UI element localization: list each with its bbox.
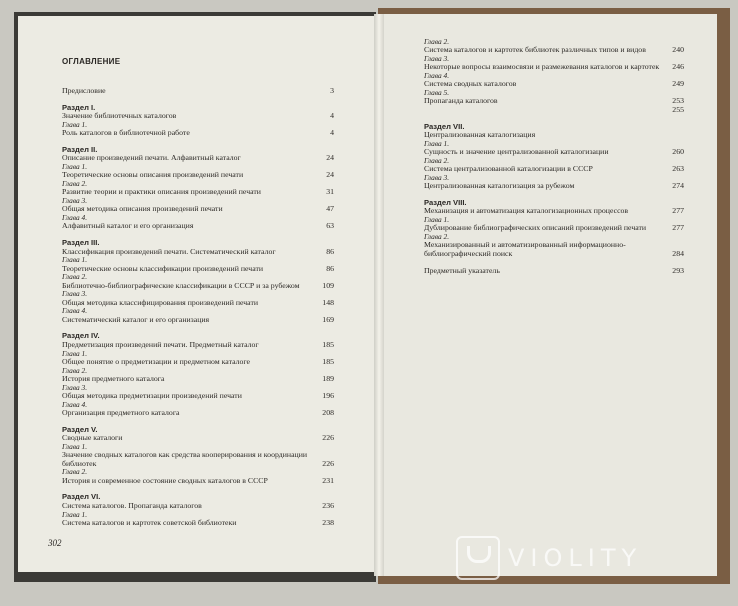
toc-entry (62, 434, 334, 443)
toc-chapter-label: Глава 2. (62, 179, 88, 189)
toc-chapter-label: Глава 2. (424, 37, 450, 46)
toc-entry-page: 86 (326, 246, 334, 256)
toc-chapter-label: Глава 2. (424, 232, 450, 242)
toc-entry-title: Система каталогов и картотек советской библиотеки (62, 517, 237, 527)
toc-entry-page: 148 (322, 297, 334, 307)
toc-entry-page: 260 (672, 147, 684, 157)
toc-entry-title: История и современное состояние сводных каталогов в СССР (62, 475, 268, 485)
page-number: 302 (48, 538, 62, 548)
toc-entry (424, 207, 684, 216)
toc-entry-page: 109 (322, 280, 334, 290)
toc-entry (62, 299, 334, 308)
toc-entry (424, 182, 684, 191)
toc-entry-title: Общая методика описания произведений печати (62, 204, 223, 214)
toc-entry-page: 226 (322, 458, 334, 468)
toc-entry (62, 358, 334, 367)
toc-right (424, 38, 684, 276)
toc-entry-page: 253 (672, 96, 684, 106)
toc-chapter-label: Глава 4. (62, 306, 88, 316)
toc-entry-title: Классификация произведений печати. Систематический каталог (62, 246, 276, 256)
toc-entry-page: 277 (672, 206, 684, 216)
toc-entry-title: Теоретические основы классификации произведений печати (62, 263, 264, 273)
toc-entry-title: Централизованная каталогизация (424, 130, 536, 140)
toc-entry-title: Сущность и значение централизованной каталогизации (424, 147, 609, 157)
toc-entry (62, 502, 334, 511)
toc-chapter-label: Глава 4. (62, 213, 88, 223)
toc-entry (424, 148, 684, 157)
toc-entry-title: Общее понятие о предметизации и предметном каталоге (62, 356, 250, 366)
toc-entry-title: Предметизация произведений печати. Предметный каталог (62, 339, 259, 349)
toc-entry-page: 86 (326, 263, 334, 273)
toc-entry (62, 265, 334, 274)
toc-entry (62, 222, 334, 231)
toc-entry-title: Дублирование библиографических описаний произведений печати (424, 223, 647, 233)
toc-entry (62, 154, 334, 163)
toc-chapter-label: Глава 5. (424, 88, 450, 97)
toc-chapter-label: Глава 2. (62, 272, 88, 282)
watermark-text: VIOLITY (508, 544, 643, 572)
toc-entry (62, 409, 334, 418)
toc-entry (424, 63, 684, 72)
toc-chapter-label: Глава 3. (424, 172, 450, 182)
toc-entry-title: Общая методика классифицирования произведений печати (62, 297, 259, 307)
toc-entry (62, 129, 334, 138)
toc-entry (424, 46, 684, 55)
toc-entry (62, 171, 334, 180)
toc-chapter-label: Глава 1. (62, 441, 88, 451)
toc-entry-title: Библиотечно-библиографические классификации в СССР и за рубежом (62, 280, 300, 290)
toc-entry-page: 185 (322, 339, 334, 349)
toc-chapter-label: Глава 1. (62, 255, 88, 265)
toc-entry (62, 519, 334, 528)
toc-chapter-label: Глава 3. (62, 382, 88, 392)
toc-entry-title: Предисловие (62, 85, 106, 95)
toc-entry (62, 316, 334, 325)
toc-entry-page: 277 (672, 223, 684, 233)
toc-chapter-label: Глава 2. (62, 365, 88, 375)
toc-chapter-label: Глава 3. (62, 196, 88, 206)
toc-left-list (62, 87, 334, 528)
toc-entry (424, 241, 684, 258)
toc-chapter-label: Глава 3. (424, 54, 450, 63)
toc-chapter-label: Глава 1. (62, 509, 88, 519)
toc-heading: ОГЛАВЛЕНИЕ (62, 57, 121, 66)
toc-entry-page: 293 (672, 265, 684, 275)
toc-entry (62, 392, 334, 401)
toc-entry-title: Система сводных каталогов (424, 79, 517, 89)
toc-entry-title: Роль каталогов в библиотечной работе (62, 128, 190, 138)
toc-entry (424, 165, 684, 174)
toc-entry (62, 205, 334, 214)
toc-entry (62, 375, 334, 384)
toc-entry-title: Систематический каталог и его организация (62, 314, 210, 324)
toc-chapter-label: Глава 1. (62, 348, 88, 358)
toc-entry (424, 224, 684, 233)
toc-entry-page: 189 (322, 373, 334, 383)
toc-chapter-label: Глава 3. (62, 289, 88, 299)
toc-entry (62, 451, 334, 468)
toc-entry-page: 196 (322, 390, 334, 400)
toc-entry (62, 341, 334, 350)
toc-entry (424, 97, 684, 106)
toc-entry-title: Теоретические основы описания произведений печати (62, 170, 244, 180)
toc-entry-title: История предметного каталога (62, 373, 165, 383)
toc-entry-page: 185 (322, 356, 334, 366)
toc-entry-title: Значение библиотечных каталогов (62, 111, 177, 121)
toc-entry-page: 231 (322, 475, 334, 485)
toc-entry-page: 236 (322, 500, 334, 510)
toc-entry (424, 80, 684, 89)
toc-section-label: Раздел V. (62, 424, 98, 434)
toc-entry-page: 31 (326, 187, 334, 197)
toc-section-label: Раздел I. (62, 102, 96, 112)
toc-entry (424, 106, 684, 115)
toc-entry-title: Централизованная каталогизация за рубежом (424, 181, 575, 191)
toc-section-label: Раздел IV. (62, 331, 100, 341)
toc-entry-page: 4 (330, 111, 334, 121)
toc-chapter-label: Глава 1. (62, 162, 88, 172)
toc-chapter-label: Глава 1. (62, 119, 88, 129)
toc-section-label: Раздел VI. (62, 492, 101, 502)
toc-left (62, 58, 334, 528)
book-spine (374, 14, 384, 576)
toc-entry-title: Некоторые вопросы взаимосвязи и размежевания каталогов и картотек (424, 62, 660, 72)
toc-entry-title: Механизация и автоматизация каталогизационных процессов (424, 206, 629, 216)
toc-entry-page: 255 (672, 105, 684, 114)
toc-entry-page: 226 (322, 433, 334, 443)
toc-entry-page: 63 (326, 221, 334, 231)
toc-chapter-label: Глава 1. (424, 138, 450, 148)
toc-entry-title: Предметный указатель (424, 265, 500, 275)
toc-entry-title: Описание произведений печати. Алфавитный каталог (62, 153, 241, 163)
toc-entry-page: 249 (672, 79, 684, 89)
toc-entry-page: 263 (672, 164, 684, 174)
toc-entry-title: Развитие теории и практики описания произведений печати (62, 187, 261, 197)
toc-entry-title: Общая методика предметизации произведений печати (62, 390, 242, 400)
toc-chapter-label: Глава 2. (424, 155, 450, 165)
toc-entry-page: 208 (322, 407, 334, 417)
toc-entry (62, 188, 334, 197)
toc-entry-page: 47 (326, 204, 334, 214)
toc-entry-page: 24 (326, 153, 334, 163)
toc-entry-title: Организация предметного каталога (62, 407, 180, 417)
toc-entry-title: Система централизованной каталогизации в СССР (424, 164, 593, 174)
watermark (456, 536, 642, 580)
toc-chapter-label: Глава 4. (424, 71, 450, 80)
toc-entry-title: Система каталогов. Пропаганда каталогов (62, 500, 202, 510)
toc-entry-title: Сводные каталоги (62, 433, 123, 443)
toc-section-label: Раздел VII. (424, 121, 465, 131)
toc-entry-title: Система каталогов и картотек библиотек различных типов и видов (424, 45, 646, 55)
toc-entry-page: 3 (330, 85, 334, 95)
toc-entry-page: 169 (322, 314, 334, 324)
toc-entry-page: 284 (672, 249, 684, 259)
toc-right-list (424, 38, 684, 276)
toc-chapter-label: Глава 4. (62, 399, 88, 409)
toc-entry-title: Механизированный и автоматизированный информационно-библиографический поиск (424, 240, 626, 259)
toc-entry (62, 477, 334, 486)
toc-section-label: Раздел VIII. (424, 197, 467, 207)
toc-chapter-label: Глава 1. (424, 215, 450, 225)
toc-entry-page: 24 (326, 170, 334, 180)
toc-entry-page: 4 (330, 128, 334, 138)
toc-entry-page: 274 (672, 181, 684, 191)
toc-entry-title: Алфавитный каталог и его организация (62, 221, 194, 231)
violity-logo-icon (456, 536, 500, 580)
toc-entry (62, 248, 334, 257)
toc-entry-page: 238 (322, 517, 334, 527)
toc-entry-title: Пропаганда каталогов (424, 96, 498, 106)
toc-entry (62, 87, 334, 96)
toc-entry-page: 246 (672, 62, 684, 72)
toc-entry-page: 240 (672, 45, 684, 55)
toc-chapter-label: Глава 2. (62, 467, 88, 477)
toc-entry (62, 112, 334, 121)
toc-entry-title: Значение сводных каталогов как средства кооперирования и координации библиотек (62, 450, 308, 468)
toc-entry (424, 267, 684, 276)
toc-section-label: Раздел III. (62, 238, 100, 248)
toc-entry (424, 131, 684, 140)
toc-entry (62, 282, 334, 291)
toc-section-label: Раздел II. (62, 144, 98, 154)
